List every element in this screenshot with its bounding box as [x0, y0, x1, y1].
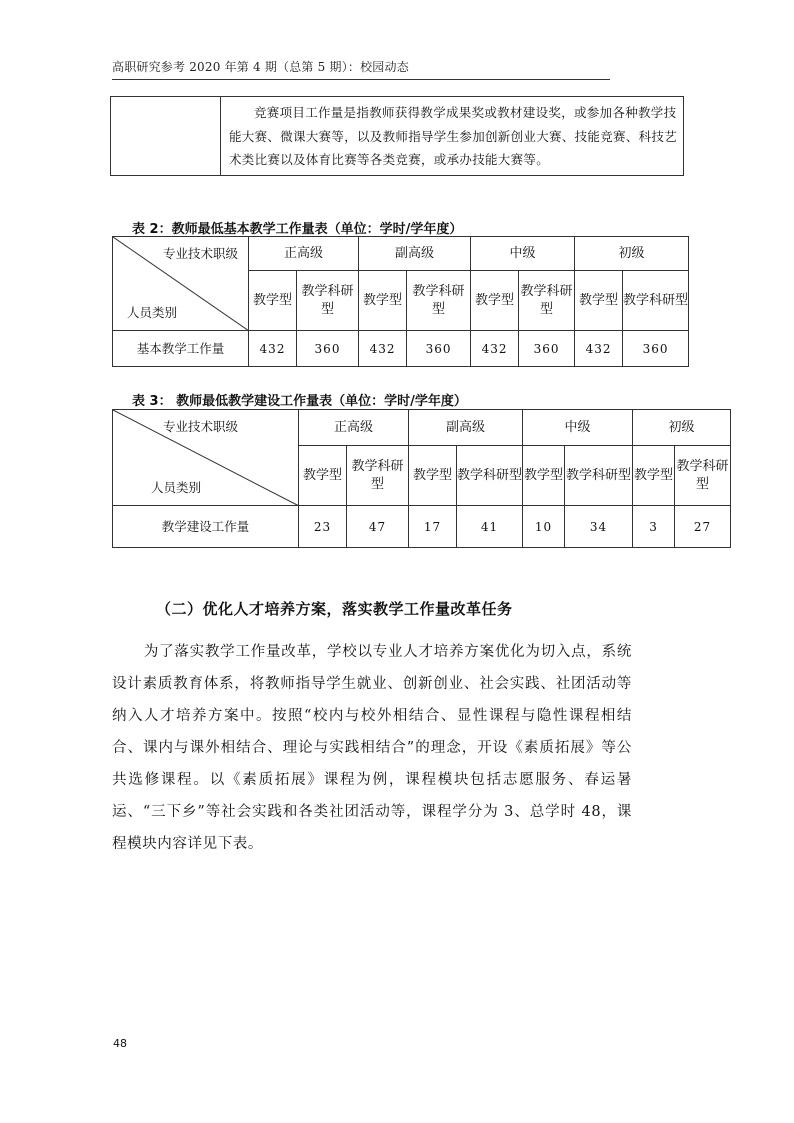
type-header: 教学型 [575, 271, 623, 331]
table3 [112, 409, 731, 548]
type-header: 教学型 [409, 446, 457, 506]
value-cell: 10 [523, 506, 565, 548]
value-cell: 3 [633, 506, 675, 548]
value-cell: 432 [575, 331, 623, 367]
table2 [112, 236, 689, 367]
level-header: 初级 [575, 237, 689, 271]
value-cell: 27 [675, 506, 731, 548]
type-header: 教学型 [471, 271, 519, 331]
value-cell: 432 [359, 331, 407, 367]
type-header: 教学型 [633, 446, 675, 506]
corner-title-top: 专业技术职级 [162, 419, 238, 434]
corner-title-bottom: 人员类别 [127, 305, 178, 320]
table3-corner-cell [113, 410, 299, 506]
type-header: 教学科研型 [457, 446, 523, 506]
level-header: 副高级 [409, 410, 523, 446]
value-cell: 360 [623, 331, 689, 367]
table2-corner-cell [113, 237, 249, 331]
row-label: 基本教学工作量 [113, 331, 249, 367]
type-header: 教学科研型 [623, 271, 689, 331]
level-header: 副高级 [359, 237, 471, 271]
value-cell: 41 [457, 506, 523, 548]
value-cell: 34 [565, 506, 633, 548]
type-header: 教学科研型 [565, 446, 633, 506]
value-cell: 360 [407, 331, 471, 367]
body-paragraph: 为了落实教学工作量改革，学校以专业人才培养方案优化为切入点，系统设计素质教育体系，将教师指导学生就业、创新创业、社会实践、社团活动等纳入人才培养方案中。按照“校内与校外相结合、显性课程与隐性课程相结合、课内与课外相结合、理论与实践相结合”的理念，开设《素质拓展》等公共选修课程。以《素质拓展》课程为例，课程模块包括志愿服务、春运暑运、“三下乡”等社会实践和各类社团活动等，课程学分为 3、总学时 48，课程模块内容详见下表。 [112, 644, 632, 852]
empty-cell [111, 97, 221, 175]
section-heading: （二）优化人才培养方案，落实教学工作量改革任务 [156, 600, 513, 618]
level-header: 中级 [523, 410, 633, 446]
level-header: 中级 [471, 237, 575, 271]
type-header: 教学型 [299, 446, 347, 506]
level-header: 初级 [633, 410, 731, 446]
type-header: 教学型 [249, 271, 297, 331]
value-cell: 47 [347, 506, 409, 548]
table2-caption: 表 2：教师最低基本教学工作量表（单位：学时/学年度） [132, 222, 463, 237]
value-cell: 360 [297, 331, 359, 367]
running-header: 高职研究参考 2020 年第 4 期（总第 5 期）：校园动态 [112, 58, 610, 80]
value-cell: 17 [409, 506, 457, 548]
type-header: 教学型 [359, 271, 407, 331]
page-number: 48 [113, 1037, 127, 1050]
type-header: 教学科研型 [519, 271, 575, 331]
level-header: 正高级 [249, 237, 359, 271]
type-header: 教学科研型 [407, 271, 471, 331]
corner-title-bottom: 人员类别 [151, 480, 202, 495]
corner-title-top: 专业技术职级 [162, 246, 238, 261]
type-header: 教学科研型 [347, 446, 409, 506]
value-cell: 23 [299, 506, 347, 548]
type-header: 教学科研型 [297, 271, 359, 331]
table3-caption: 表 3： 教师最低教学建设工作量表（单位：学时/学年度） [132, 394, 467, 409]
value-cell: 432 [249, 331, 297, 367]
continued-table-row [110, 96, 684, 176]
value-cell: 360 [519, 331, 575, 367]
row-label: 教学建设工作量 [113, 506, 299, 548]
value-cell: 432 [471, 331, 519, 367]
type-header: 教学科研型 [675, 446, 731, 506]
competition-workload-description: 竞赛项目工作量是指教师获得教学成果奖或教材建设奖，或参加各种教学技能大赛、微课大赛等，以及教师指导学生参加创新创业大赛、技能竞赛、科技艺术类比赛以及体育比赛等各类竞赛，或承办技能大赛等。 [229, 105, 678, 167]
level-header: 正高级 [299, 410, 409, 446]
type-header: 教学型 [523, 446, 565, 506]
